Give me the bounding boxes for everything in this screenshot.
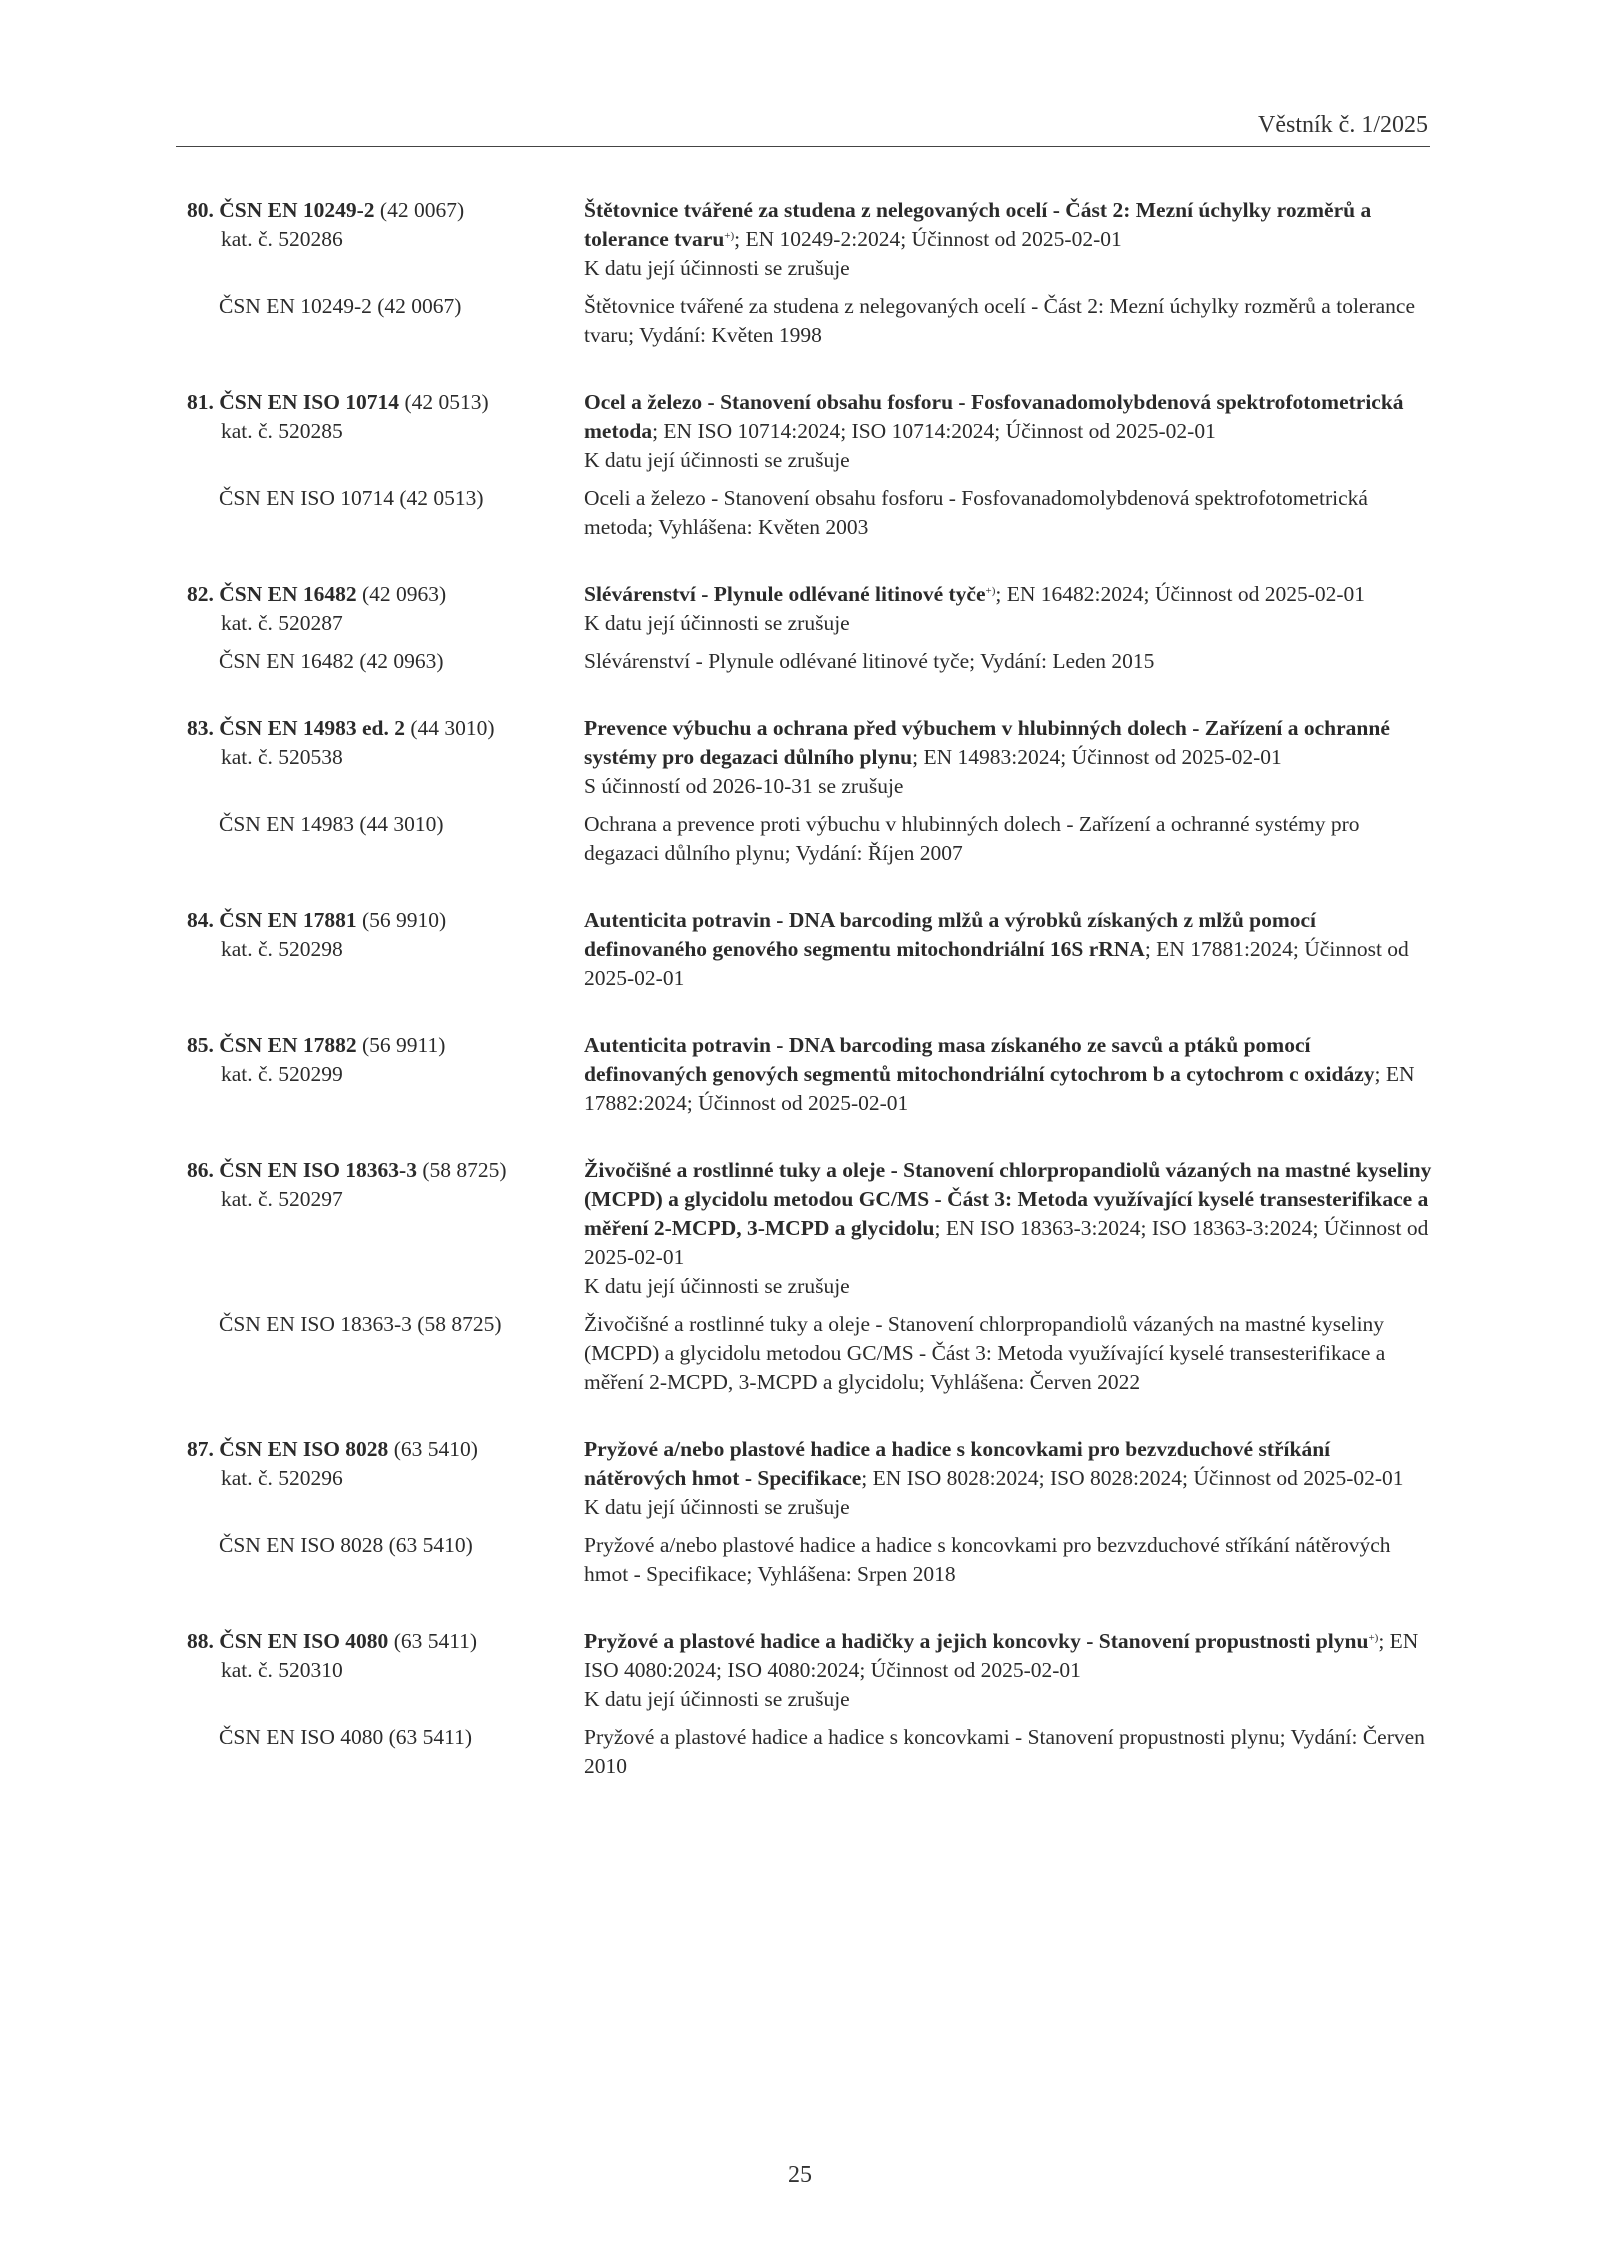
standard-title: Prevence výbuchu a ochrana před výbuchem v hlubinných dolech - Zařízení a ochranné systémy pro degazaci důlního plynu [584, 716, 1390, 769]
standard-details: ; EN ISO 10714:2024; ISO 10714:2024; Účinnost od 2025-02-01 [652, 419, 1216, 443]
replaced-description: Pryžové a/nebo plastové hadice a hadice s koncovkami pro bezvzduchové stříkání nátěrových hmot - Specifikace; Vyhlášena: Srpen 2018 [584, 1533, 1391, 1586]
replaced-code: ČSN EN ISO 8028 (63 5410) [219, 1533, 473, 1557]
standard-entry [187, 1156, 1437, 1397]
standard-details: ; EN ISO 18363-3:2024; ISO 18363-3:2024; Účinnost od 2025-02-01 [584, 1216, 1429, 1269]
standard-description [584, 196, 1437, 254]
classification-number: (63 5411) [388, 1629, 478, 1653]
entry-code-line [187, 1627, 584, 1656]
entry-identifier [187, 1156, 584, 1301]
validity-note: K datu její účinnosti se zrušuje [584, 256, 850, 280]
replaced-description: Živočišné a rostlinné tuky a oleje - Stanovení chlorpropandiolů vázaných na mastné kyseliny (MCPD) a glycidolu metodou GC/MS - Část 3: Metoda využívající kyselé transesterifikace a měření 2-MCPD, 3-MCPD a glycidolu; Vyhlášena: Červen 2022 [584, 1312, 1386, 1394]
standard-code: ČSN EN ISO 18363-3 [219, 1158, 417, 1182]
replaced-standard [187, 292, 1437, 350]
standard-code: ČSN EN 16482 [219, 582, 357, 606]
replaced-code: ČSN EN ISO 4080 (63 5411) [219, 1725, 473, 1749]
entry-identifier [187, 196, 584, 283]
standard-entry [187, 714, 1437, 868]
standard-code: ČSN EN 17882 [219, 1033, 357, 1057]
replaced-standard [187, 484, 1437, 542]
validity-note: S účinností od 2026-10-31 se zrušuje [584, 774, 904, 798]
standard-title: Živočišné a rostlinné tuky a oleje - Stanovení chlorpropandiolů vázaných na mastné kyseliny (MCPD) a glycidolu metodou GC/MS - Část 3: Metoda využívající kyselé transesterifikace a měření 2-MCPD, 3-MCPD a glycidolu [584, 1158, 1432, 1240]
replaced-description: Štětovnice tvářené za studena z nelegovaných ocelí - Část 2: Mezní úchylky rozměrů a tolerance tvaru; Vydání: Květen 1998 [584, 294, 1415, 347]
entry-number: 88. [187, 1629, 214, 1653]
entry-description [584, 1435, 1437, 1522]
classification-number: (44 3010) [405, 716, 495, 740]
replaced-code: ČSN EN ISO 18363-3 (58 8725) [219, 1312, 502, 1336]
classification-number: (56 9910) [356, 908, 447, 932]
entry-number: 80. [187, 198, 214, 222]
entry-code-line [187, 580, 584, 609]
entry-code-line [187, 196, 584, 225]
page-number: 25 [788, 2162, 812, 2188]
classification-number: (56 9911) [356, 1033, 446, 1057]
standard-code: ČSN EN ISO 10714 [219, 390, 400, 414]
standard-details: ; EN 16482:2024; Účinnost od 2025-02-01 [995, 582, 1366, 606]
replaced-code: ČSN EN 16482 (42 0963) [219, 649, 444, 673]
entry-description [584, 580, 1437, 638]
entry-code-line [187, 714, 584, 743]
entry-code-line [187, 1156, 584, 1185]
entry-head [187, 1627, 1437, 1714]
entry-head [187, 906, 1437, 993]
entry-head [187, 1031, 1437, 1118]
entry-number: 84. [187, 908, 214, 932]
standard-title: Štětovnice tvářené za studena z nelegovaných ocelí - Část 2: Mezní úchylky rozměrů a tolerance tvaru [584, 198, 1372, 251]
replaced-description: Slévárenství - Plynule odlévané litinové tyče; Vydání: Leden 2015 [584, 649, 1155, 673]
standard-title: Slévárenství - Plynule odlévané litinové tyče [584, 582, 986, 606]
entry-description [584, 388, 1437, 475]
standard-description [584, 906, 1437, 993]
classification-number: (63 5410) [388, 1437, 478, 1461]
standard-code: ČSN EN 14983 ed. 2 [219, 716, 406, 740]
standard-description [584, 1435, 1437, 1493]
catalog-number: kat. č. 520538 [221, 745, 343, 769]
entry-number: 81. [187, 390, 214, 414]
standard-details: ; EN 17882:2024; Účinnost od 2025-02-01 [584, 1062, 1415, 1115]
entry-identifier [187, 714, 584, 801]
catalog-number: kat. č. 520310 [221, 1658, 343, 1682]
footnote-marker: +) [724, 230, 735, 242]
classification-number: (58 8725) [416, 1158, 507, 1182]
standard-details: ; EN ISO 8028:2024; ISO 8028:2024; Účinnost od 2025-02-01 [861, 1466, 1404, 1490]
standard-entry [187, 1435, 1437, 1589]
replaced-code: ČSN EN ISO 10714 (42 0513) [219, 486, 484, 510]
catalog-number: kat. č. 520298 [221, 937, 343, 961]
classification-number: (42 0513) [399, 390, 489, 414]
standard-description [584, 1156, 1437, 1272]
entry-code-line [187, 906, 584, 935]
entry-description [584, 714, 1437, 801]
entry-head [187, 580, 1437, 638]
standard-entry [187, 196, 1437, 350]
entry-code-line [187, 1435, 584, 1464]
entry-head [187, 388, 1437, 475]
entry-identifier [187, 906, 584, 993]
entry-description [584, 196, 1437, 283]
replaced-standard [187, 647, 1437, 676]
entry-head [187, 196, 1437, 283]
catalog-number: kat. č. 520299 [221, 1062, 343, 1086]
replaced-standard [187, 1723, 1437, 1781]
standard-title: Pryžové a plastové hadice a hadičky a jejich koncovky - Stanovení propustnosti plynu [584, 1629, 1369, 1653]
standard-description [584, 1031, 1437, 1118]
entry-description [584, 1156, 1437, 1301]
entry-identifier [187, 580, 584, 638]
validity-note: K datu její účinnosti se zrušuje [584, 448, 850, 472]
entry-identifier [187, 1031, 584, 1118]
entry-number: 82. [187, 582, 214, 606]
entry-description [584, 1627, 1437, 1714]
entry-identifier [187, 1627, 584, 1714]
entry-head [187, 714, 1437, 801]
standards-list [187, 196, 1437, 1819]
replaced-standard [187, 810, 1437, 868]
validity-note: K datu její účinnosti se zrušuje [584, 1687, 850, 1711]
standard-code: ČSN EN ISO 4080 [219, 1629, 389, 1653]
standard-entry [187, 580, 1437, 676]
entry-number: 86. [187, 1158, 214, 1182]
standard-details: ; EN 14983:2024; Účinnost od 2025-02-01 [912, 745, 1282, 769]
standard-details: ; EN 10249-2:2024; Účinnost od 2025-02-01 [734, 227, 1122, 251]
validity-note: K datu její účinnosti se zrušuje [584, 1495, 850, 1519]
standard-description [584, 580, 1437, 609]
replaced-description: Ochrana a prevence proti výbuchu v hlubinných dolech - Zařízení a ochranné systémy pro degazaci důlního plynu; Vydání: Říjen 2007 [584, 812, 1360, 865]
replaced-description: Oceli a železo - Stanovení obsahu fosforu - Fosfovanadomolybdenová spektrofotometrická metoda; Vyhlášena: Květen 2003 [584, 486, 1368, 539]
entry-identifier [187, 388, 584, 475]
entry-code-line [187, 1031, 584, 1060]
standard-details: ; EN 17881:2024; Účinnost od 2025-02-01 [584, 937, 1409, 990]
page-header [176, 112, 1430, 147]
replaced-description: Pryžové a plastové hadice a hadice s koncovkami - Stanovení propustnosti plynu; Vydání: Červen 2010 [584, 1725, 1425, 1778]
standard-code: ČSN EN 17881 [219, 908, 357, 932]
replaced-standard [187, 1531, 1437, 1589]
standard-title: Ocel a železo - Stanovení obsahu fosforu - Fosfovanadomolybdenová spektrofotometrická metoda [584, 390, 1404, 443]
footnote-marker: +) [985, 585, 996, 597]
classification-number: (42 0963) [356, 582, 447, 606]
catalog-number: kat. č. 520297 [221, 1187, 343, 1211]
validity-note: K datu její účinnosti se zrušuje [584, 611, 850, 635]
entry-identifier [187, 1435, 584, 1522]
standard-title: Autenticita potravin - DNA barcoding masa získaného ze savců a ptáků pomocí definovaných genových segmentů mitochondriální cytochrom b a cytochrom c oxidázy [584, 1033, 1375, 1086]
standard-description [584, 714, 1437, 772]
replaced-standard [187, 1310, 1437, 1397]
entry-number: 85. [187, 1033, 214, 1057]
entry-number: 83. [187, 716, 214, 740]
entry-description [584, 906, 1437, 993]
catalog-number: kat. č. 520287 [221, 611, 343, 635]
footnote-marker: +) [1368, 1632, 1379, 1644]
catalog-number: kat. č. 520296 [221, 1466, 343, 1490]
catalog-number: kat. č. 520285 [221, 419, 343, 443]
replaced-code: ČSN EN 10249-2 (42 0067) [219, 294, 462, 318]
standard-code: ČSN EN ISO 8028 [219, 1437, 389, 1461]
standard-details: ; EN ISO 4080:2024; ISO 4080:2024; Účinnost od 2025-02-01 [584, 1629, 1419, 1682]
entry-head [187, 1435, 1437, 1522]
standard-description [584, 388, 1437, 446]
standard-title: Autenticita potravin - DNA barcoding mlžů a výrobků získaných z mlžů pomocí definovaného genového segmentu mitochondriální 16S rRNA [584, 908, 1317, 961]
standard-entry [187, 1627, 1437, 1781]
replaced-code: ČSN EN 14983 (44 3010) [219, 812, 444, 836]
entry-description [584, 1031, 1437, 1118]
standard-entry [187, 906, 1437, 993]
standard-title: Pryžové a/nebo plastové hadice a hadice s koncovkami pro bezvzduchové stříkání nátěrových hmot - Specifikace [584, 1437, 1331, 1490]
standard-description [584, 1627, 1437, 1685]
journal-title: Věstník č. 1/2025 [1258, 112, 1428, 138]
classification-number: (42 0067) [374, 198, 465, 222]
standard-entry [187, 388, 1437, 542]
entry-code-line [187, 388, 584, 417]
validity-note: K datu její účinnosti se zrušuje [584, 1274, 850, 1298]
entry-head [187, 1156, 1437, 1301]
catalog-number: kat. č. 520286 [221, 227, 343, 251]
entry-number: 87. [187, 1437, 214, 1461]
standard-code: ČSN EN 10249-2 [219, 198, 375, 222]
standard-entry [187, 1031, 1437, 1118]
